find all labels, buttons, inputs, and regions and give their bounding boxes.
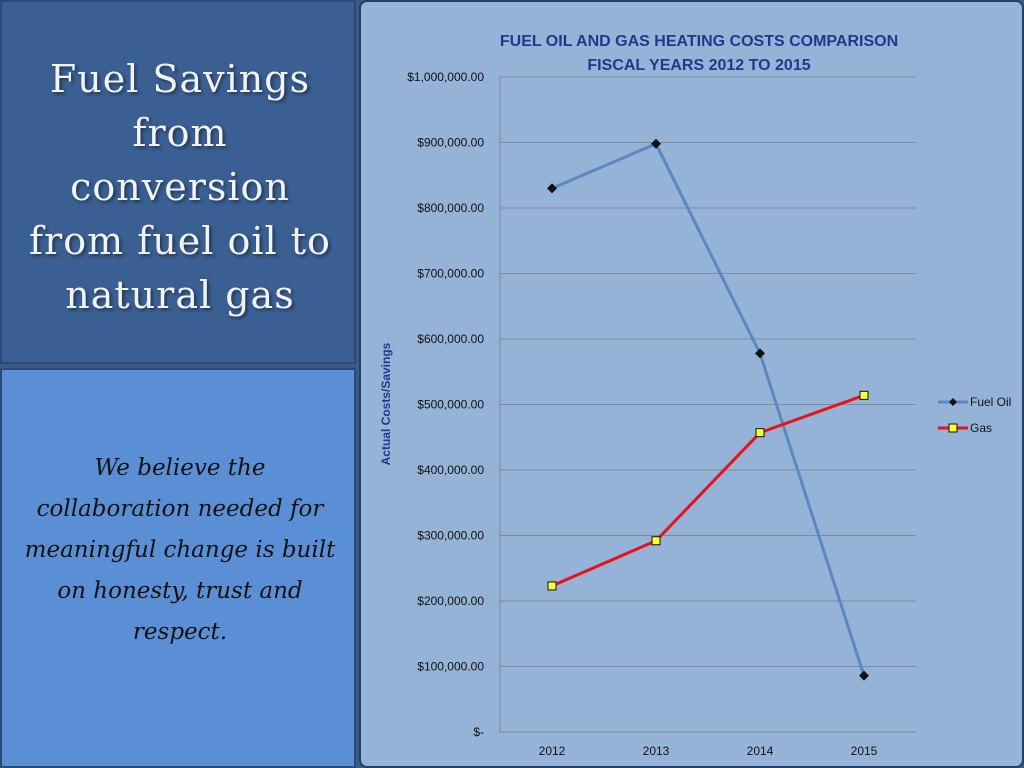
y-tick-label: $900,000.00	[417, 135, 484, 150]
quote-line: on honesty, trust and	[57, 578, 303, 604]
y-tick-label: $200,000.00	[417, 594, 484, 608]
slide-title-line: conversion	[70, 165, 290, 209]
y-tick-label: $600,000.00	[417, 332, 484, 346]
data-point-marker	[756, 429, 764, 437]
y-tick-label: $-	[473, 725, 484, 739]
data-point-marker	[755, 348, 765, 358]
quote-line: respect.	[132, 619, 228, 645]
chart-title-line: FISCAL YEARS 2012 TO 2015	[587, 57, 811, 74]
data-point-marker	[859, 671, 869, 681]
quote-line: collaboration needed for	[36, 496, 324, 522]
y-tick-label: $500,000.00	[417, 397, 484, 412]
data-point-marker	[547, 183, 557, 193]
series-line-1	[552, 395, 864, 586]
data-point-marker	[651, 139, 661, 149]
legend-marker	[949, 424, 957, 432]
y-tick-label: $400,000.00	[417, 463, 484, 477]
x-tick-label: 2014	[746, 744, 774, 758]
slide-title-line: from	[132, 111, 228, 155]
x-tick-label: 2013	[642, 744, 670, 758]
slide-title-line: natural gas	[65, 273, 295, 317]
legend-marker	[949, 398, 957, 406]
legend-label: Fuel Oil	[970, 395, 1012, 409]
x-tick-label: 2012	[538, 744, 566, 758]
data-point-marker	[652, 537, 660, 545]
quote-line: meaningful change is built	[24, 537, 336, 563]
slide-title-line: from fuel oil to	[29, 219, 331, 263]
slide-title-line: Fuel Savings	[49, 57, 311, 101]
data-point-marker	[548, 582, 556, 590]
chart-title-line: FUEL OIL AND GAS HEATING COSTS COMPARISON	[499, 33, 899, 50]
y-tick-label: $1,000,000.00	[407, 70, 484, 84]
series-line-0	[552, 144, 864, 676]
legend-label: Gas	[970, 421, 993, 435]
y-tick-label: $100,000.00	[417, 659, 484, 674]
x-tick-label: 2015	[850, 744, 878, 758]
y-tick-label: $700,000.00	[417, 266, 484, 281]
y-axis-label: Actual Costs/Savings	[379, 342, 393, 466]
data-point-marker	[860, 391, 868, 399]
quote-line: We believe the	[94, 455, 266, 481]
y-tick-label: $800,000.00	[417, 201, 484, 215]
y-tick-label: $300,000.00	[417, 528, 484, 543]
